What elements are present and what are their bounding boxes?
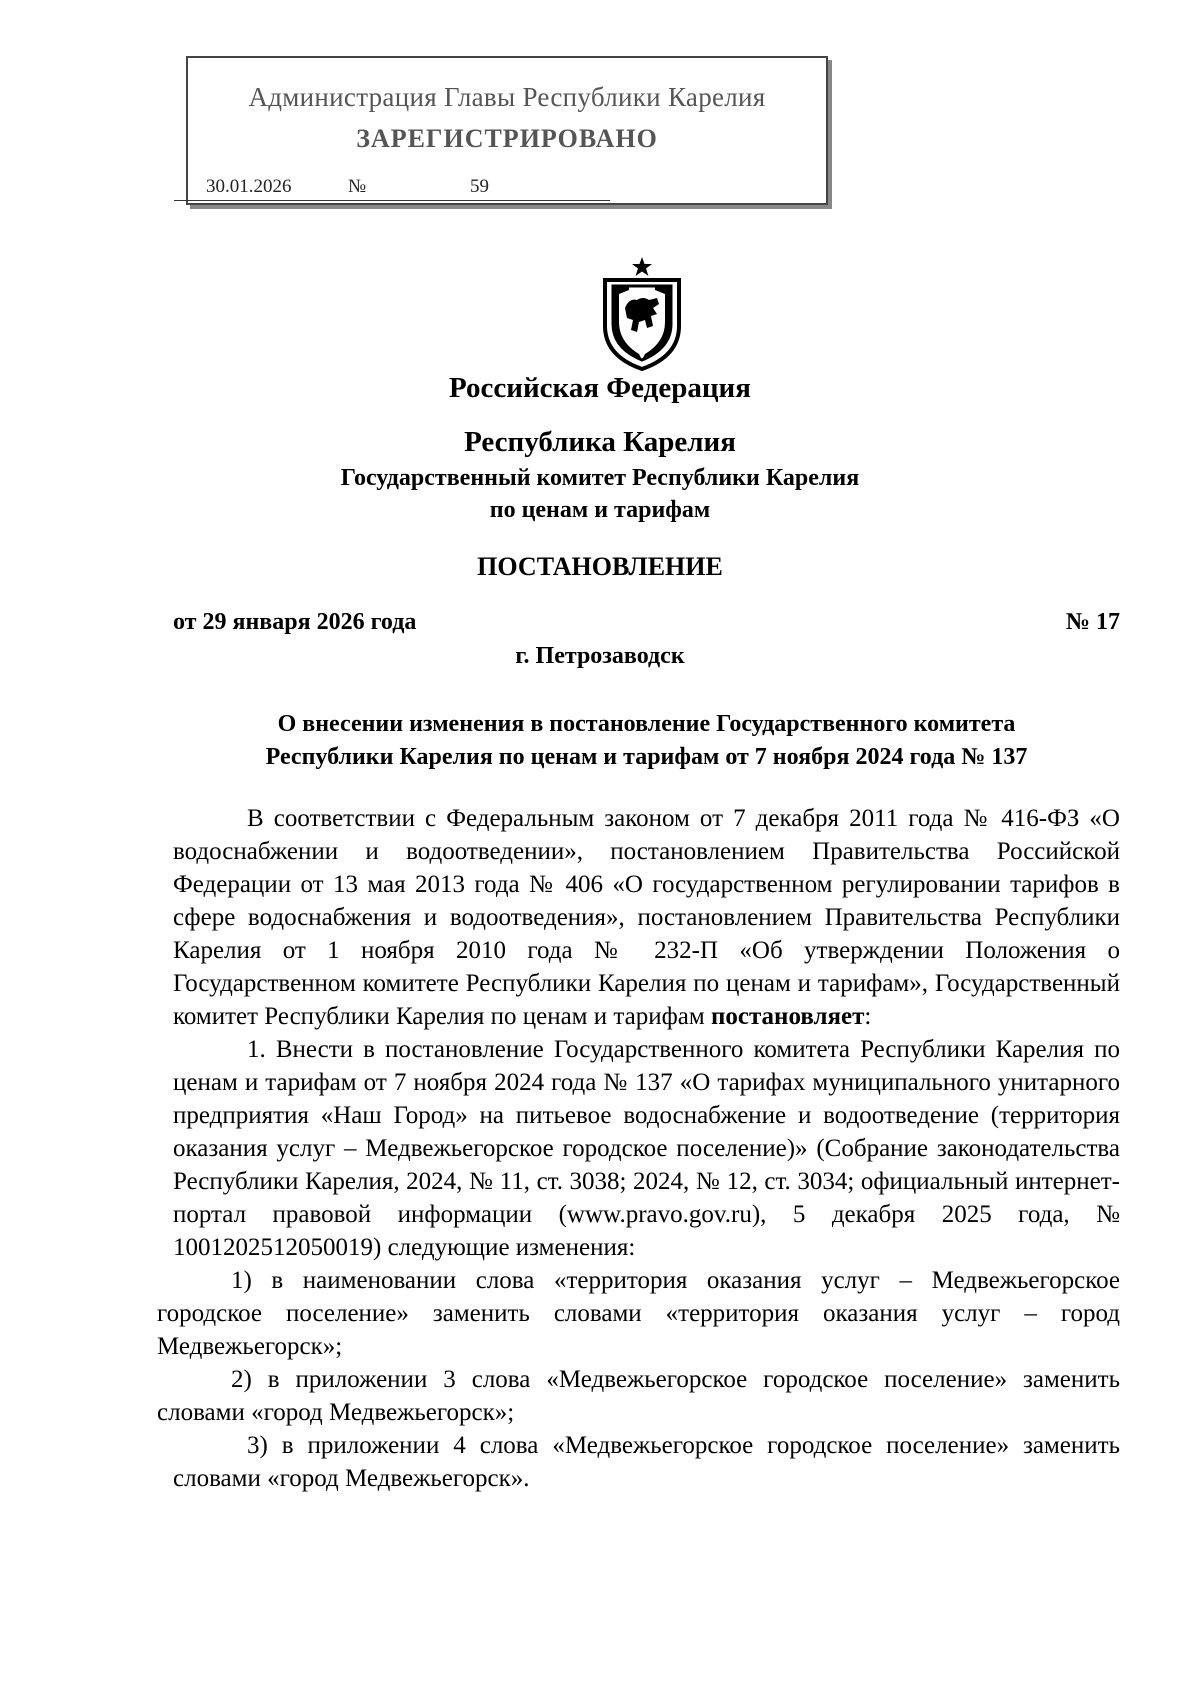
item-1-paragraph: 1. Внести в постановление Государственного комитета Республики Карелия по ценам и тарифам от 7 ноября 2024 года № 137 «О тарифах муниципального унитарного предприятия «Наш Город» на питьевое водоснабжение и водоотведение (территория оказания услуг – Медвежьегорское городское поселение)» (Собрание законодательства Республики Карелия, 2024, № 11, ст. 3038; 2024, № 12, ст. 3034; официальный интернет-портал правовой информации (www.pravo.gov.ru), 5 декабря 2025 года, № 1001202512050019) следующие изменения: (173, 1036, 1120, 1261)
committee-title-line1: Государственный комитет Республики Карелия (340, 465, 860, 491)
document-subject (173, 708, 1120, 774)
subitem-3-paragraph: 3) в приложении 4 слова «Медвежьегорское городское поселение» заменить словами «город Медвежьегорск». (173, 1432, 1120, 1492)
stamp-date: 30.01.2026 (206, 176, 292, 197)
stamp-number-label: № (348, 176, 367, 197)
federation-title: Российская Федерация (449, 372, 751, 404)
stamp-number: 59 (470, 176, 489, 197)
republic-title: Республика Карелия (464, 426, 736, 458)
subject-line2: Республики Карелия по ценам и тарифам от 7 ноября 2024 года № 137 (265, 744, 1028, 770)
stamp-authority: Администрация Главы Республики Карелия (248, 82, 766, 112)
document-city: г. Петрозаводск (515, 643, 685, 669)
registration-stamp (186, 56, 828, 205)
subitem-1-paragraph: 1) в наименовании слова «территория оказания услуг – Медвежьегорское городское поселение» заменить словами «территория оказания услуг – город Медвежьегорск»; (157, 1267, 1120, 1360)
karelia-coat-of-arms-icon (599, 256, 685, 372)
subject-line1: О внесении изменения в постановление Государственного комитета (277, 711, 1016, 737)
subitem-2-paragraph: 2) в приложении 3 слова «Медвежьегорское городское поселение» заменить словами «город Медвежьегорск»; (157, 1366, 1120, 1426)
document-type: ПОСТАНОВЛЕНИЕ (477, 552, 723, 581)
document-number: № 17 (1065, 609, 1120, 635)
preamble-end: : (864, 1003, 872, 1030)
preamble-operative-word: постановляет (710, 1003, 865, 1030)
document-date: от 29 января 2026 года (173, 609, 417, 635)
committee-title-line2: по ценам и тарифам (489, 497, 711, 523)
document-body (157, 802, 1120, 1495)
stamp-status: ЗАРЕГИСТРИРОВАНО (356, 124, 658, 153)
preamble-text: В соответствии с Федеральным законом от 7 декабря 2011 года № 416-ФЗ «О водоснабжении и водоотведении», постановлением Правительства Российской Федерации от 13 мая 2013 года № 406 «О государственном регулировании тарифов в сфере водоснабжения и водоотведения», постановлением Правительства Республики Карелия от 1 ноября 2010 года № 232-П «Об утверждении Положения о Государственном комитете Республики Карелия по ценам и тарифам», Государственный комитет Республики Карелия по ценам и тарифам (173, 805, 1120, 1030)
preamble-paragraph (173, 802, 1120, 1033)
stamp-registration-line (174, 172, 610, 201)
